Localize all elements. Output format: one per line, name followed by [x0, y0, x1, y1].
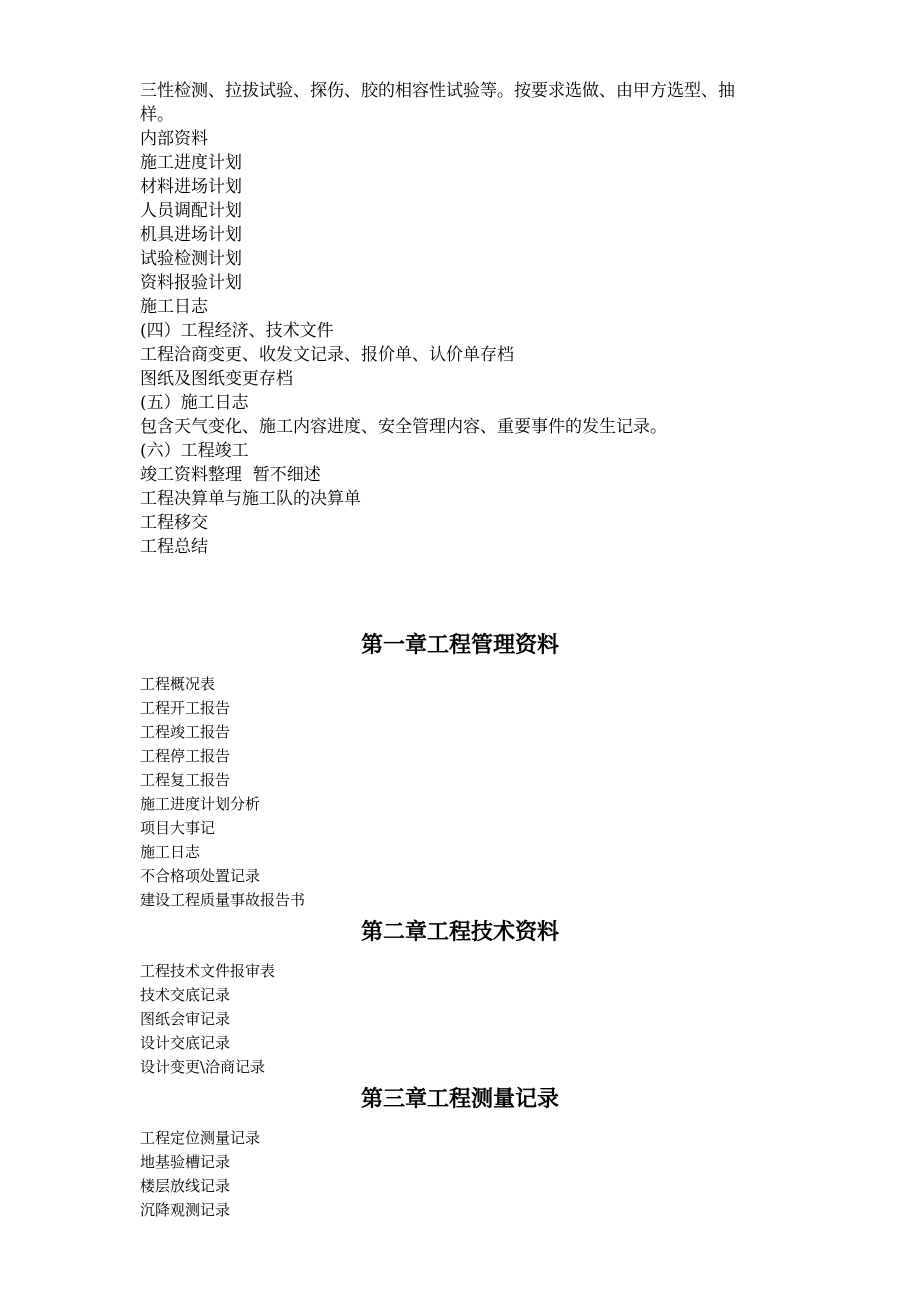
chapter-item-list	[140, 1126, 790, 1222]
list-item: 施工日志	[140, 843, 201, 861]
intro-line: 人员调配计划	[140, 201, 242, 221]
intro-line: 三性检测、拉拔试验、探伤、胶的相容性试验等。按要求选做、由甲方选型、抽	[140, 81, 735, 101]
list-item: 图纸会审记录	[140, 1010, 231, 1028]
chapter-item-list	[140, 959, 790, 1079]
chapter-two	[140, 916, 790, 1079]
intro-line: 工程决算单与施工队的决算单	[140, 489, 361, 509]
list-item: 项目大事记	[140, 819, 216, 837]
list-item: 建设工程质量事故报告书	[140, 891, 306, 909]
spacer	[140, 559, 790, 607]
intro-line: 工程总结	[140, 537, 208, 557]
intro-line: 竣工资料整理 暂不细述	[140, 465, 321, 485]
intro-section	[140, 79, 790, 559]
list-item: 工程竣工报告	[140, 723, 231, 741]
list-item: 工程开工报告	[140, 699, 231, 717]
chapter-title: 第三章工程测量记录	[360, 1086, 559, 1112]
intro-line: 材料进场计划	[140, 177, 242, 197]
chapter-one	[140, 629, 790, 912]
chapter-title: 第一章工程管理资料	[360, 632, 559, 658]
list-item: 技术交底记录	[140, 986, 231, 1004]
list-item: 工程定位测量记录	[140, 1129, 261, 1147]
chapter-item-list	[140, 672, 790, 912]
list-item: 工程概况表	[140, 675, 216, 693]
document-page	[140, 79, 790, 1222]
intro-line: 施工进度计划	[140, 153, 242, 173]
section-heading-five: (五）施工日志	[140, 393, 249, 413]
intro-line: 图纸及图纸变更存档	[140, 369, 293, 389]
intro-line: 样。	[140, 105, 174, 125]
list-item: 设计变更\洽商记录	[140, 1058, 266, 1076]
intro-line: 机具进场计划	[140, 225, 242, 245]
intro-line: 工程移交	[140, 513, 208, 533]
section-heading-six: (六）工程竣工	[140, 441, 249, 461]
section-heading-four: (四）工程经济、技术文件	[140, 321, 334, 341]
list-item: 工程停工报告	[140, 747, 231, 765]
list-item: 楼层放线记录	[140, 1177, 231, 1195]
chapter-title: 第二章工程技术资料	[360, 919, 559, 945]
list-item: 沉降观测记录	[140, 1201, 231, 1219]
list-item: 设计交底记录	[140, 1034, 231, 1052]
intro-line: 施工日志	[140, 297, 208, 317]
intro-line: 工程洽商变更、收发文记录、报价单、认价单存档	[140, 345, 514, 365]
list-item: 施工进度计划分析	[140, 795, 261, 813]
chapter-three	[140, 1083, 790, 1222]
intro-line: 内部资料	[140, 129, 208, 149]
intro-line: 包含天气变化、施工内容进度、安全管理内容、重要事件的发生记录。	[140, 417, 667, 437]
intro-line: 试验检测计划	[140, 249, 242, 269]
list-item: 工程复工报告	[140, 771, 231, 789]
intro-line: 资料报验计划	[140, 273, 242, 293]
list-item: 不合格项处置记录	[140, 867, 261, 885]
list-item: 工程技术文件报审表	[140, 962, 276, 980]
list-item: 地基验槽记录	[140, 1153, 231, 1171]
